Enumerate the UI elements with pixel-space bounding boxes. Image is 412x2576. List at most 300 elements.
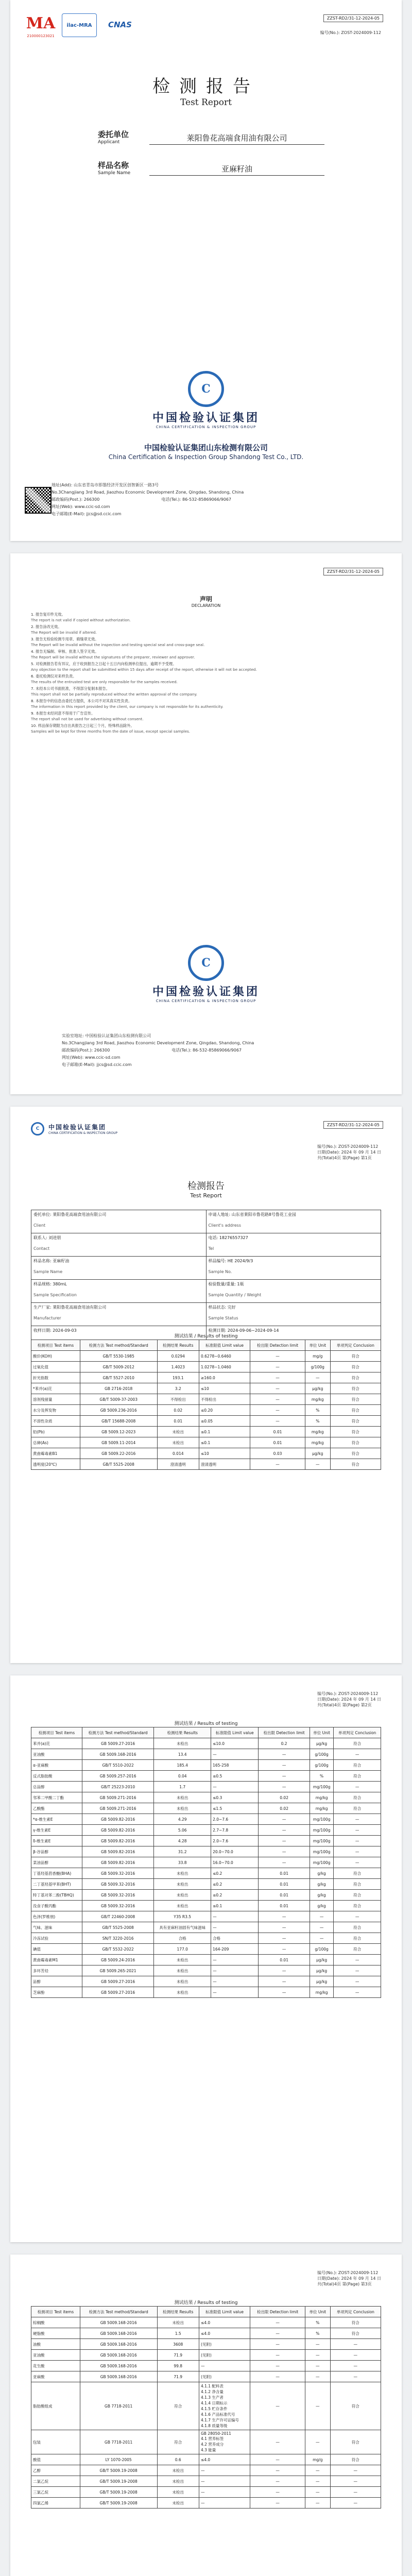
- table-cell: 0.02: [157, 1405, 199, 1416]
- table-cell: 0.01: [250, 1427, 305, 1437]
- table-cell: 0.014: [157, 1448, 199, 1459]
- declaration-item: 4. 报告无编制、审核、批准人签字无效。 The Report will be invalid without the signatures of the preparer, reviewer and approver.: [31, 649, 195, 659]
- table-cell: μg/kg: [305, 1383, 330, 1394]
- table-cell: ≤0.2: [211, 1879, 259, 1890]
- table-cell: 1.0278~1.0460: [199, 1362, 250, 1372]
- table-cell: —: [250, 1351, 305, 1362]
- table-row: [31, 1922, 381, 1933]
- table-cell: 16.0~70.0: [211, 1857, 259, 1868]
- table-cell: 油酸: [31, 2339, 80, 2350]
- barcode-label: ZZST-RD2/31-12-2024-05: [323, 568, 383, 575]
- table-cell: 1.5: [157, 2328, 199, 2339]
- declaration-item: 7. 未经本公司书面批准，不得部分复制本报告。 This report shall not be partially reproduced without the written approval of the company.: [31, 686, 197, 697]
- table-cell: %: [305, 1405, 330, 1416]
- table-cell: 符合: [334, 1792, 381, 1803]
- table-row: [31, 1459, 381, 1470]
- table-cell: —: [305, 2371, 331, 2382]
- table-cell: mg/kg: [305, 1427, 330, 1437]
- table-cell: GB 5009.82-2016: [82, 1857, 153, 1868]
- table-cell: 符合: [330, 1394, 381, 1405]
- table-cell: 未检出: [154, 1890, 211, 1901]
- table-cell: —: [250, 2498, 305, 2509]
- applicant-value: 莱阳鲁花高端食用油有限公司: [149, 132, 324, 145]
- table-cell: 过氧化值: [31, 1362, 80, 1372]
- table-cell: 没食子酸丙酯: [31, 1901, 82, 1911]
- table-cell: 符合: [330, 1427, 381, 1437]
- table-cell: GB 2716-2018: [80, 1383, 157, 1394]
- table-row: [31, 1362, 381, 1372]
- table-cell: g/100g: [310, 1749, 333, 1760]
- report-title-cn: 检测报告: [152, 76, 260, 97]
- results-header-cell: 检测方法 Test method/Standard: [80, 1340, 157, 1351]
- table-cell: mg/kg: [305, 1394, 330, 1405]
- contact-block: 实验室地址: 中国检验认证集团山东检测有限公司 No.3Changjiang 3rd Road, Jiaozhou Economic Development Zone, Qingdao, Shandong, China 邮政编码(Post.): 266300 电话(Tel.): 86-532-85869066/9067 网址(Web): www.ccic-sd.com 电子邮箱(E-Mail): jjcs@sd.ccic.com: [62, 1033, 254, 1067]
- table-cell: ≤0.2: [211, 1890, 259, 1901]
- table-cell: —: [330, 2371, 381, 2382]
- table-cell: 0.03: [250, 1448, 305, 1459]
- results-header-cell: 检测项目 Test items: [31, 2307, 80, 2317]
- table-cell: 甾醇: [31, 1976, 82, 1987]
- declaration-item: 3. 报告无检验检测专用章、骑缝章无效。 The Report will be invalid without the inspection and testing special seal and cross-page seal.: [31, 637, 205, 647]
- table-cell: (见附): [199, 2371, 250, 2382]
- table-cell: 澄清透明: [199, 1459, 250, 1470]
- table-row: [31, 1987, 381, 1998]
- table-cell: 符合: [330, 2454, 381, 2465]
- table-cell: 符合: [334, 1890, 381, 1901]
- table-cell: GB 28050-2011 4.1 营养标签 4.2 营养成分 4.3 能量: [199, 2430, 250, 2454]
- table-cell: GB 5009.12-2023: [80, 1427, 157, 1437]
- ccic-logo: C 中国检验认证集团 CHINA CERTIFICATION & INSPECTION GROUP: [129, 945, 283, 1003]
- table-cell: 0.2: [259, 1738, 310, 1749]
- table-cell: μg/kg: [310, 1738, 333, 1749]
- table-cell: GB/T 5525-2008: [80, 1459, 157, 1470]
- company-name-cn: 中国检验认证集团山东检测有限公司: [144, 443, 268, 452]
- table-cell: ≤0.1: [211, 1901, 259, 1911]
- table-cell: ≥160.0: [199, 1372, 250, 1383]
- table-cell: 164-209: [211, 1944, 259, 1955]
- table-cell: —: [305, 2361, 331, 2371]
- table-row: [31, 1857, 381, 1868]
- table-cell: —: [310, 1933, 333, 1944]
- table-cell: g/100g: [310, 1944, 333, 1955]
- table-cell: 菜油甾醇: [31, 1857, 82, 1868]
- table-row: [31, 2430, 381, 2454]
- table-cell: ≤10: [199, 1448, 250, 1459]
- table-cell: 未检出: [157, 1427, 199, 1437]
- table-cell: 3.2: [157, 1383, 199, 1394]
- table-cell: GB 5009.271-2016: [82, 1803, 153, 1814]
- table-cell: 黄曲霉毒素M1: [31, 1955, 82, 1965]
- table-cell: —: [199, 2465, 250, 2476]
- info-cell: Sample No.: [206, 1268, 381, 1280]
- table-cell: GB 5009.168-2016: [80, 2317, 157, 2328]
- table-cell: 未检出: [154, 1955, 211, 1965]
- table-cell: 未检出: [154, 1976, 211, 1987]
- table-cell: —: [250, 2465, 305, 2476]
- table-cell: 4.28: [154, 1836, 211, 1846]
- table-cell: 0.01: [259, 1879, 310, 1890]
- table-cell: —: [259, 1771, 310, 1782]
- table-cell: 未检出: [154, 1738, 211, 1749]
- table-cell: %: [310, 1771, 333, 1782]
- table-cell: 符合: [334, 1933, 381, 1944]
- table-cell: GB/T 5009.19-2008: [80, 2465, 157, 2476]
- table-row: [31, 1427, 381, 1437]
- table-row: [31, 1416, 381, 1427]
- table-cell: GB 5009.24-2016: [82, 1955, 153, 1965]
- table-cell: —: [259, 1922, 310, 1933]
- table-cell: —: [250, 2487, 305, 2498]
- report-title-en: Test Report: [180, 97, 232, 108]
- table-cell: 多环芳烃: [31, 1965, 82, 1976]
- table-cell: 未检出: [154, 1965, 211, 1976]
- table-cell: —: [199, 2498, 250, 2509]
- declaration-page: [10, 553, 402, 1094]
- results-header-cell: 单项判定 Conclusion: [334, 1727, 381, 1738]
- table-cell: 透明度(20℃): [31, 1459, 80, 1470]
- info-cell: 联系人: 刘进朋: [31, 1233, 207, 1245]
- table-cell: *苯并(a)芘: [31, 1383, 80, 1394]
- table-cell: GB 5009.168-2016: [80, 2361, 157, 2371]
- table-cell: 黄曲霉毒素B1: [31, 1448, 80, 1459]
- table-row: [31, 2350, 381, 2361]
- table-row: [31, 1846, 381, 1857]
- table-cell: 硬脂酸: [31, 2328, 80, 2339]
- table-row: [31, 1738, 381, 1749]
- applicant-field: 委托单位 Applicant 莱阳鲁花高端食用油有限公司: [98, 129, 324, 145]
- table-cell: GB 5009.22-2016: [80, 1448, 157, 1459]
- table-cell: 符合: [330, 2317, 381, 2328]
- table-cell: mg/100g: [310, 1836, 333, 1846]
- table-row: [31, 2382, 381, 2430]
- table-cell: GB/T 5525-2008: [82, 1922, 153, 1933]
- table-cell: —: [259, 1987, 310, 1998]
- page-meta: 编号(No.): ZOST-2024009-112 日期(Date): 2024 年 09 月 14 日 共(Total)4页 第(Page) 第2页: [317, 1691, 381, 1707]
- table-cell: —: [259, 1933, 310, 1944]
- table-cell: 1.4023: [157, 1362, 199, 1372]
- table-cell: 未检出: [157, 2317, 199, 2328]
- table-cell: 合格: [211, 1933, 259, 1944]
- table-cell: 符合: [334, 1760, 381, 1771]
- table-cell: mg/g: [305, 1351, 330, 1362]
- table-cell: 0.0294: [157, 1351, 199, 1362]
- ccic-emblem-icon: C: [31, 1122, 44, 1136]
- company-name-en: China Certification & Inspection Group Shandong Test Co., LTD.: [108, 453, 304, 461]
- results-header-cell: 标准限值 Limit value: [199, 2307, 250, 2317]
- table-cell: 0.01: [259, 1868, 310, 1879]
- table-cell: %: [305, 2317, 331, 2328]
- table-cell: 丁基羟基茴香醚(BHA): [31, 1868, 82, 1879]
- table-cell: —: [330, 2465, 381, 2476]
- page-meta: 编号(No.): ZOST-2024009-112 日期(Date): 2024 年 09 月 14 日 共(Total)4页 第(Page) 第3页: [317, 2270, 381, 2286]
- table-cell: GB/T 5009.19-2008: [80, 2476, 157, 2487]
- info-cell: 申请人地址: 山东省莱阳市鲁花路8号鲁花工业园: [206, 1210, 381, 1222]
- table-cell: —: [259, 1749, 310, 1760]
- sample-name-value: 亚麻籽油: [149, 163, 324, 176]
- table-row: [31, 2465, 381, 2476]
- declaration-title-cn: 声明: [199, 596, 212, 603]
- table-cell: 反式脂肪酸: [31, 1771, 82, 1782]
- contact-block: 地址(Add): 山东省青岛市即墨经济开发区创智新区一路3号 No.3Changjiang 3rd Road, Jiaozhou Economic Development Zone, Qingdao, Shandong, China 邮政编码(Post.): 266300 电话(Tel.): 86-532-85869066/9067 网址(Web): www.ccic-sd.com 电子邮箱(E-Mail): jjcs@sd.ccic.com: [52, 483, 244, 516]
- table-cell: GB 5009.265-2021: [82, 1965, 153, 1976]
- table-cell: 2.0~7.6: [211, 1836, 259, 1846]
- results-header-cell: 单项判定 Conclusion: [330, 1340, 381, 1351]
- info-cell: Sample Specification: [31, 1291, 207, 1303]
- info-cell: Tel: [206, 1245, 381, 1257]
- info-cell: 样品名称: 亚麻籽油: [31, 1257, 207, 1268]
- table-cell: 气味、滋味: [31, 1922, 82, 1933]
- table-cell: —: [334, 1857, 381, 1868]
- table-cell: GB 5009.168-2016: [82, 1749, 153, 1760]
- table-cell: —: [211, 1987, 259, 1998]
- table-cell: 99.8: [157, 2361, 199, 2371]
- table-cell: —: [211, 1911, 259, 1922]
- table-cell: 2.7~7.8: [211, 1825, 259, 1836]
- results-header-cell: 单位 Unit: [310, 1727, 333, 1738]
- table-cell: GB/T 5532-2022: [82, 1944, 153, 1955]
- info-cell: Sample Name: [31, 1268, 207, 1280]
- table-cell: 符合: [330, 1383, 381, 1394]
- table-cell: 符合: [334, 1879, 381, 1890]
- table-cell: —: [259, 1976, 310, 1987]
- report-page-2: [10, 1675, 402, 2242]
- table-cell: 33.8: [154, 1857, 211, 1868]
- table-cell: 符合: [334, 1771, 381, 1782]
- table-cell: 符合: [330, 1437, 381, 1448]
- declaration-item: 9. 本报告未经同意不得用于广告宣传。 The report shall not be used for advertising without consent.: [31, 711, 144, 721]
- results-header-cell: 检测结果 Results: [154, 1727, 211, 1738]
- info-row: [31, 1222, 381, 1233]
- table-cell: GB 5009.27-2016: [82, 1738, 153, 1749]
- results-table: [31, 1340, 381, 1470]
- info-row: [31, 1233, 381, 1245]
- table-cell: 165-258: [211, 1760, 259, 1771]
- table-cell: —: [330, 2361, 381, 2371]
- table-row: [31, 2498, 381, 2509]
- table-cell: 符合: [330, 2382, 381, 2430]
- table-cell: GB 5009.82-2016: [82, 1846, 153, 1857]
- table-cell: ≤4.0: [199, 2317, 250, 2328]
- results-header-cell: 检测方法 Test method/Standard: [82, 1727, 153, 1738]
- table-cell: 177.0: [154, 1944, 211, 1955]
- table-cell: —: [330, 2350, 381, 2361]
- table-cell: —: [211, 1782, 259, 1792]
- table-cell: 193.1: [157, 1372, 199, 1383]
- table-cell: GB 5009.82-2016: [82, 1825, 153, 1836]
- table-row: [31, 1437, 381, 1448]
- header-logo: C 中国检验认证集团 CHINA CERTIFICATION & INSPECTION GROUP: [31, 1122, 117, 1136]
- table-cell: SN/T 3220-2016: [82, 1933, 153, 1944]
- info-cell: 委托单位: 莱阳鲁花高端食用油有限公司: [31, 1210, 207, 1222]
- table-cell: 符合: [157, 2430, 199, 2454]
- table-cell: —: [305, 2465, 331, 2476]
- table-cell: 未检出: [154, 1868, 211, 1879]
- table-cell: 未检出: [157, 2498, 199, 2509]
- table-cell: GB 5009.32-2016: [82, 1868, 153, 1879]
- table-cell: 4.29: [154, 1814, 211, 1825]
- table-cell: —: [330, 2476, 381, 2487]
- table-cell: 总甾醇: [31, 1782, 82, 1792]
- table-cell: —: [310, 1911, 333, 1922]
- info-cell: 电话: 18276557327: [206, 1233, 381, 1245]
- table-cell: 未检出: [154, 1987, 211, 1998]
- table-cell: GB 5009.168-2016: [80, 2371, 157, 2382]
- table-cell: 0.04: [154, 1771, 211, 1782]
- table-row: [31, 2361, 381, 2371]
- table-cell: —: [334, 1825, 381, 1836]
- table-cell: 包装: [31, 2430, 80, 2454]
- table-cell: —: [330, 2339, 381, 2350]
- table-cell: mg/100g: [310, 1846, 333, 1857]
- table-cell: —: [250, 1459, 305, 1470]
- results-header-cell: 检出限 Detection limit: [250, 2307, 305, 2317]
- declaration-item: 6. 委托检测仅对来样负责。 The results of the entrusted test are only responsible for the samples received.: [31, 674, 178, 684]
- table-cell: 符合: [330, 1459, 381, 1470]
- table-row: [31, 2454, 381, 2465]
- info-cell: 检验数量/重量: 1瓶: [206, 1280, 381, 1292]
- table-cell: 邻苯二甲酸二丁酯: [31, 1792, 82, 1803]
- table-cell: 脂肪酸组成: [31, 2382, 80, 2430]
- table-cell: GB 7718-2011: [80, 2382, 157, 2430]
- table-cell: 三氯乙烷: [31, 2487, 80, 2498]
- table-cell: ≤0.5: [211, 1771, 259, 1782]
- declaration-list: [31, 612, 381, 734]
- table-cell: 31.2: [154, 1846, 211, 1857]
- table-cell: —: [199, 2476, 250, 2487]
- ccic-logo: C 中国检验认证集团 CHINA CERTIFICATION & INSPECTION GROUP: [129, 371, 283, 429]
- table-cell: %: [305, 1416, 330, 1427]
- table-cell: 乙醇: [31, 2465, 80, 2476]
- table-cell: —: [259, 1911, 310, 1922]
- table-cell: ≤0.2: [211, 1868, 259, 1879]
- table-row: [31, 1782, 381, 1792]
- table-cell: —: [199, 2487, 250, 2498]
- table-cell: 0.01: [259, 1955, 310, 1965]
- table-row: [31, 1405, 381, 1416]
- table-cell: GB/T 5527-2010: [80, 1372, 157, 1383]
- table-row: [31, 2487, 381, 2498]
- sample-name-field: 样品名称 Sample Name 亚麻籽油: [98, 160, 324, 176]
- table-row: [31, 1394, 381, 1405]
- table-cell: ≤10.0: [211, 1738, 259, 1749]
- table-row: [31, 1836, 381, 1846]
- table-cell: ≤1.5: [211, 1803, 259, 1814]
- table-cell: mg/kg: [310, 1803, 333, 1814]
- barcode-label: ZZST-RD2/31-12-2024-05: [323, 1121, 383, 1129]
- results-title: 测试结果 / Results of testing: [174, 1721, 238, 1726]
- table-cell: 未检出: [154, 1879, 211, 1890]
- table-cell: 4.1.1 配料表 4.1.2 净含量 4.1.3 生产者 4.1.4 日期标示 4.1.5 贮存条件 4.1.6 产品标准代号 4.1.7 生产许可证编号 4.1.8 质量等级: [199, 2382, 250, 2430]
- table-cell: 符合: [330, 2430, 381, 2454]
- table-cell: ≤4.0: [199, 2454, 250, 2465]
- qr-code-icon: [25, 487, 52, 514]
- results-header-cell: 检测方法 Test method/Standard: [80, 2307, 157, 2317]
- table-row: [31, 2328, 381, 2339]
- info-row: [31, 1314, 381, 1326]
- table-cell: 13.4: [154, 1749, 211, 1760]
- table-cell: g/kg: [310, 1890, 333, 1901]
- accreditation-logos: [25, 13, 138, 38]
- table-cell: —: [250, 1383, 305, 1394]
- table-row: [31, 1955, 381, 1965]
- table-cell: GB 5009.168-2016: [80, 2350, 157, 2361]
- table-cell: 未检出: [157, 2465, 199, 2476]
- table-cell: 0.01: [250, 1437, 305, 1448]
- table-cell: 二氯乙烷: [31, 2476, 80, 2487]
- barcode-label: ZZST-RD2/31-12-2024-05: [323, 14, 383, 22]
- table-cell: 铅(Pb): [31, 1427, 80, 1437]
- table-cell: GB/T 5009-2012: [80, 1362, 157, 1372]
- table-cell: —: [259, 1857, 310, 1868]
- results-header-cell: 单项判定 Conclusion: [330, 2307, 381, 2317]
- sample-info-table: [31, 1210, 381, 1349]
- table-cell: 二丁基羟基甲苯(BHT): [31, 1879, 82, 1890]
- table-cell: 符合: [330, 1362, 381, 1372]
- table-cell: mg/g: [305, 2454, 331, 2465]
- table-row: [31, 1976, 381, 1987]
- table-cell: 酸价(KOH): [31, 1351, 80, 1362]
- table-cell: 符合: [330, 2328, 381, 2339]
- info-cell: 检测日期: 2024-09-06~2024-09-14: [206, 1326, 381, 1338]
- table-cell: 0.01: [259, 1890, 310, 1901]
- table-cell: 未检出: [157, 2476, 199, 2487]
- table-cell: —: [334, 1782, 381, 1792]
- info-row: [31, 1303, 381, 1315]
- results-header-cell: 单位 Unit: [305, 2307, 331, 2317]
- info-cell: 生产厂家: 莱阳鲁花高端食用油有限公司: [31, 1303, 207, 1315]
- table-cell: GB 5009.82-2016: [82, 1814, 153, 1825]
- results-header-cell: 单位 Unit: [305, 1340, 330, 1351]
- table-cell: 0.01: [157, 1416, 199, 1427]
- table-cell: 1.7: [154, 1782, 211, 1792]
- table-cell: 符合: [334, 1944, 381, 1955]
- table-cell: 未检出: [157, 1437, 199, 1448]
- table-cell: —: [305, 2476, 331, 2487]
- table-cell: 溶剂残留量: [31, 1394, 80, 1405]
- table-cell: —: [250, 1372, 305, 1383]
- declaration-item: 1. 报告复印件无效。 The report is not valid if copied without authorization.: [31, 612, 131, 622]
- table-cell: 未检出: [154, 1803, 211, 1814]
- table-row: [31, 2371, 381, 2382]
- ilac-mra-logo: ilac-MRA: [62, 13, 97, 37]
- table-cell: 亚油酸: [31, 2350, 80, 2361]
- table-cell: —: [250, 1416, 305, 1427]
- table-cell: 0.02: [259, 1803, 310, 1814]
- table-cell: —: [305, 2350, 331, 2361]
- table-row: [31, 1448, 381, 1459]
- table-cell: 棕榈酸: [31, 2317, 80, 2328]
- table-cell: mg/100g: [310, 1825, 333, 1836]
- results-header-cell: 标准限值 Limit value: [211, 1727, 259, 1738]
- table-cell: GB 5009.32-2016: [82, 1890, 153, 1901]
- table-cell: mg/kg: [310, 1987, 333, 1998]
- table-cell: —: [334, 1911, 381, 1922]
- ccic-emblem-icon: C: [188, 945, 224, 981]
- declaration-item: 10. 样品保存期限为自出具报告之日起三个月，特殊样品除外。 Samples will be kept for three months from the date of issue, except special samples.: [31, 723, 191, 734]
- table-cell: —: [211, 1955, 259, 1965]
- table-cell: 四氯乙烯: [31, 2498, 80, 2509]
- table-cell: g/kg: [310, 1879, 333, 1890]
- table-cell: (见附): [199, 2350, 250, 2361]
- results-header-cell: 检测项目 Test items: [31, 1727, 82, 1738]
- info-row: [31, 1257, 381, 1268]
- table-cell: ≤0.1: [199, 1437, 250, 1448]
- table-cell: 符合: [334, 1922, 381, 1933]
- table-cell: —: [334, 1955, 381, 1965]
- cnas-logo: CNAS: [108, 20, 132, 29]
- table-cell: 不溶性杂质: [31, 1416, 80, 1427]
- table-cell: LY 1070-2005: [80, 2454, 157, 2465]
